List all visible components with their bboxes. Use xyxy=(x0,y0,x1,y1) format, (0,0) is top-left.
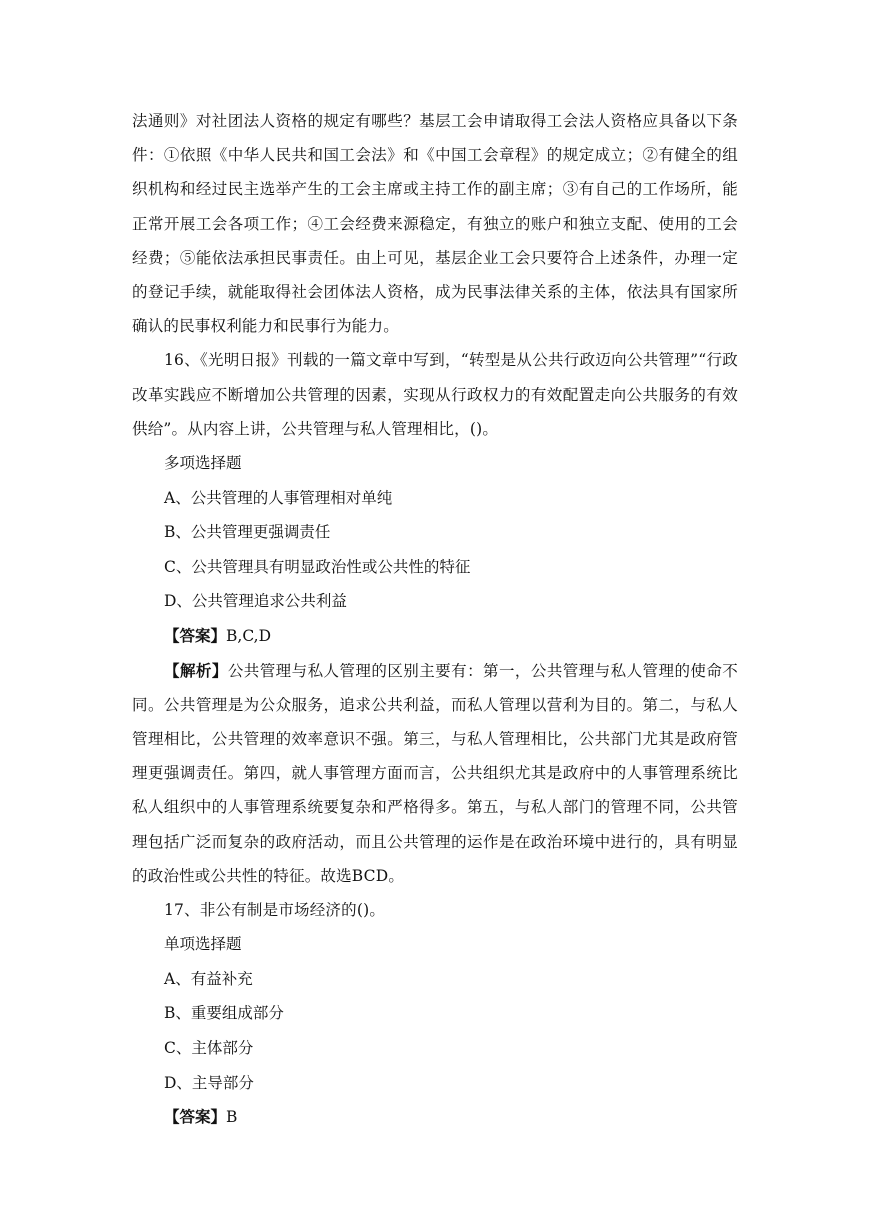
question-17-option-c: C、主体部分 xyxy=(164,1039,254,1057)
answer-value: B,C,D xyxy=(226,627,271,645)
question-17-option-d: D、主导部分 xyxy=(164,1073,254,1092)
analysis-text: 公共管理与私人管理的区别主要有：第一，公共管理与私人管理的使命不同。公共管理是为公众服务，追求公共利益，而私人管理以营利为目的。第二，与私人管理相比，公共管理的效率意识不强。第三，与私人管理相比，公共部门尤其是政府管理更强调责任。第四，就人事管理方面而言，公共组织尤其是政府中的人事管理系统比私人组织中的人事管理系统要复杂和严格得多。第五，与私人部门的管理不同，公共管理包括广泛而复杂的政府活动，而且公共管理的运作是在政治环境中进行的，具有明显的政治性或公共性的特征。故选BCD。 xyxy=(132,661,738,885)
question-16-option-c: C、公共管理具有明显政治性或公共性的特征 xyxy=(164,557,471,576)
question-16-option-b: B、公共管理更强调责任 xyxy=(164,523,331,542)
question-17-answer xyxy=(132,1100,738,1135)
question-16-type: 多项选择题 xyxy=(164,454,242,473)
document-body xyxy=(132,104,738,1135)
question-16-answer xyxy=(132,619,738,654)
question-17-option-a: A、有益补充 xyxy=(164,969,253,988)
question-17-type: 单项选择题 xyxy=(164,935,242,954)
answer-label: 【答案】 xyxy=(164,626,227,645)
question-16-option-d: D、公共管理追求公共利益 xyxy=(164,592,347,611)
answer-label: 【答案】 xyxy=(164,1107,227,1127)
answer-value: B xyxy=(226,1108,238,1127)
question-16-analysis xyxy=(132,654,738,893)
question-17-stem: 17、非公有制是市场经济的()。 xyxy=(164,901,386,920)
question-17-option-b: B、重要组成部分 xyxy=(164,1004,284,1023)
question-16-option-a: A、公共管理的人事管理相对单纯 xyxy=(164,488,393,507)
analysis-label: 【解析】 xyxy=(164,660,228,680)
continuation-paragraph: 法通则》对社团法人资格的规定有哪些？基层工会申请取得工会法人资格应具备以下条件：①依照《中华人民共和国工会法》和《中国工会章程》的规定成立；②有健全的组织机构和经过民主选举产生的工会主席或主持工作的副主席；③有自己的工作场所，能正常开展工会各项工作；④工会经费来源稳定，有独立的账户和独立支配、使用的工会经费；⑤能依法承担民事责任。由上可见，基层企业工会只要符合上述条件，办理一定的登记手续，就能取得社会团体法人资格，成为民事法律关系的主体，依法具有国家所确认的民事权利能力和民事行为能力。 xyxy=(132,112,738,336)
question-16-stem: 16、《光明日报》刊载的一篇文章中写到，“转型是从公共行政迈向公共管理”“行政改革实践应不断增加公共管理的因素，实现从行政权力的有效配置走向公共服务的有效供给”。从内容上讲，公共管理与私人管理相比，()。 xyxy=(132,351,738,438)
